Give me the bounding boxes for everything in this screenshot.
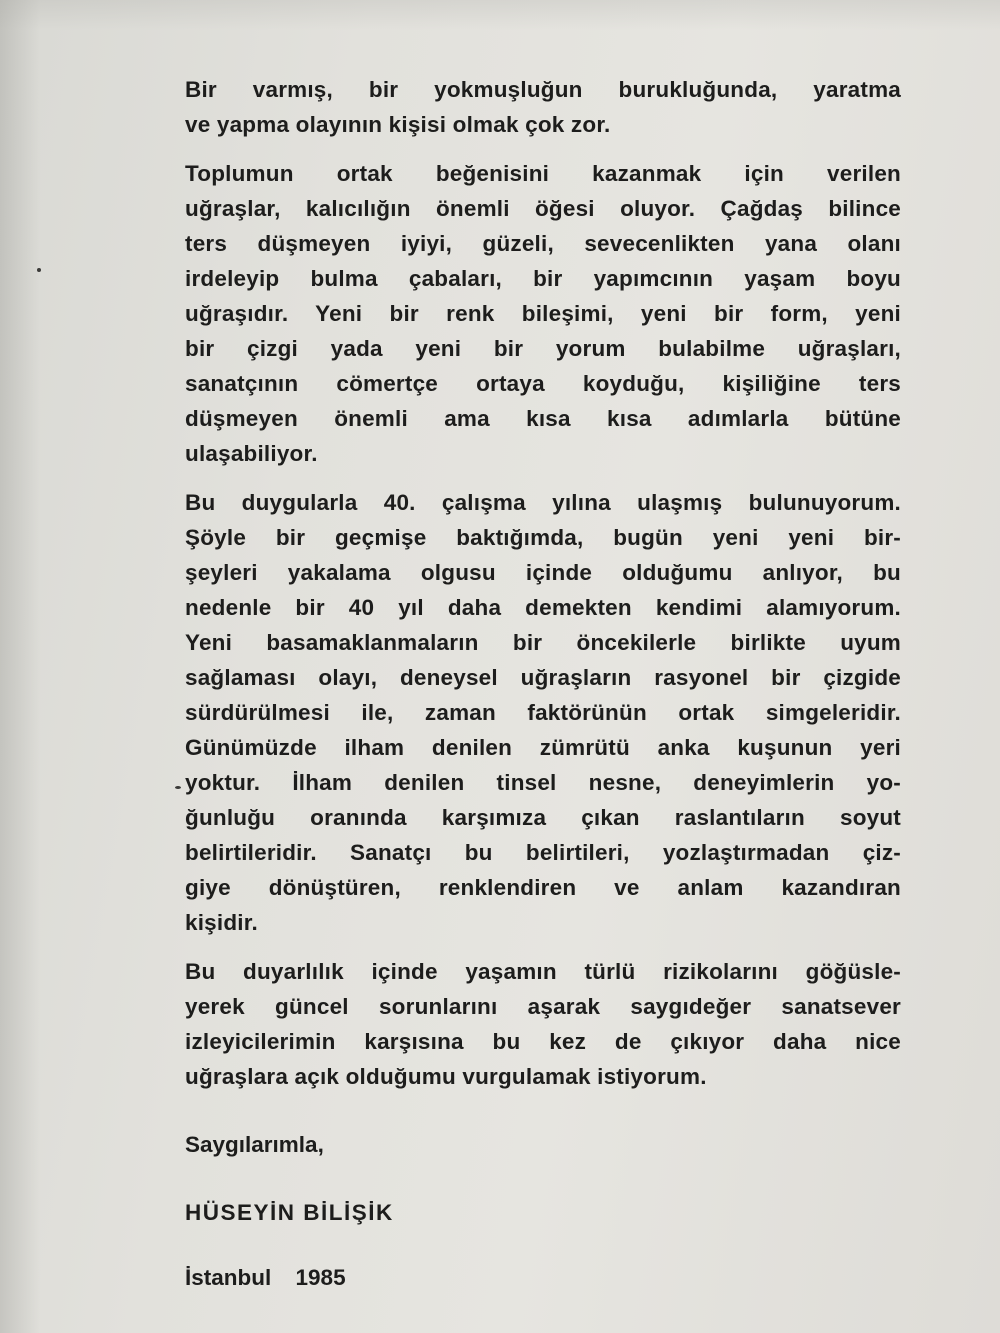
year: 1985 bbox=[295, 1265, 346, 1290]
text-line: Yeni basamaklanmaların bir öncekilerle birlikte uyum bbox=[185, 630, 901, 655]
speck-mark bbox=[37, 268, 41, 272]
text-line: Bu duyarlılık içinde yaşamın türlü rizikolarını göğüsle- bbox=[185, 959, 901, 984]
text-line: yerek güncel sorunlarını aşarak saygıdeğer sanatsever bbox=[185, 994, 901, 1019]
text-line: izleyicilerimin karşısına bu kez de çıkıyor daha nice bbox=[185, 1029, 901, 1054]
paragraph-2 bbox=[185, 156, 901, 471]
text-line: ulaşabiliyor. bbox=[185, 441, 318, 466]
text-line: sürdürülmesi ile, zaman faktörünün ortak simgeleridir. bbox=[185, 700, 901, 725]
letter-body bbox=[185, 72, 901, 1108]
place-date bbox=[185, 1265, 346, 1291]
text-line: ters düşmeyen iyiyi, güzeli, sevecenlikten yana olanı bbox=[185, 231, 901, 256]
text-line: şeyleri yakalama olgusu içinde olduğumu anlıyor, bu bbox=[185, 560, 901, 585]
text-line: uğraşlara açık olduğumu vurgulamak istiyorum. bbox=[185, 1064, 707, 1089]
signature-name: HÜSEYİN BİLİŞİK bbox=[185, 1200, 394, 1225]
page-top-shadow bbox=[0, 0, 1000, 30]
text-line: uğraşlar, kalıcılığın önemli öğesi oluyor. Çağdaş bilince bbox=[185, 196, 901, 221]
page-left-shadow bbox=[0, 0, 40, 1333]
closing-salutation: Saygılarımla, bbox=[185, 1132, 324, 1157]
text-line: ğunluğu oranında karşımıza çıkan raslantıların soyut bbox=[185, 805, 901, 830]
text-line: kişidir. bbox=[185, 910, 258, 935]
text-line: nedenle bir 40 yıl daha demekten kendimi alamıyorum. bbox=[185, 595, 901, 620]
paragraph-4 bbox=[185, 954, 901, 1094]
text-line: Bir varmış, bir yokmuşluğun burukluğunda, yaratma bbox=[185, 77, 901, 102]
speck-mark bbox=[175, 786, 181, 789]
paragraph-1 bbox=[185, 72, 901, 142]
paragraph-3 bbox=[185, 485, 901, 940]
text-line: ve yapma olayının kişisi olmak çok zor. bbox=[185, 112, 611, 137]
text-line: uğraşıdır. Yeni bir renk bileşimi, yeni bir form, yeni bbox=[185, 301, 901, 326]
text-line: Günümüzde ilham denilen zümrütü anka kuşunun yeri bbox=[185, 735, 901, 760]
text-line: bir çizgi yada yeni bir yorum bulabilme uğraşları, bbox=[185, 336, 901, 361]
text-line: sağlaması olayı, deneysel uğraşların rasyonel bir çizgide bbox=[185, 665, 901, 690]
text-line: Bu duygularla 40. çalışma yılına ulaşmış bulunuyorum. bbox=[185, 490, 901, 515]
text-line: giye dönüştüren, renklendiren ve anlam kazandıran bbox=[185, 875, 901, 900]
text-line: Toplumun ortak beğenisini kazanmak için verilen bbox=[185, 161, 901, 186]
text-line: sanatçının cömertçe ortaya koyduğu, kişiliğine ters bbox=[185, 371, 901, 396]
text-line: Şöyle bir geçmişe baktığımda, bugün yeni yeni bir- bbox=[185, 525, 901, 550]
city: İstanbul bbox=[185, 1265, 272, 1290]
text-line: yoktur. İlham denilen tinsel nesne, deneyimlerin yo- bbox=[185, 770, 901, 795]
text-line: irdeleyip bulma çabaları, bir yapımcının yaşam boyu bbox=[185, 266, 901, 291]
text-line: belirtileridir. Sanatçı bu belirtileri, yozlaştırmadan çiz- bbox=[185, 840, 901, 865]
text-line: düşmeyen önemli ama kısa kısa adımlarla bütüne bbox=[185, 406, 901, 431]
